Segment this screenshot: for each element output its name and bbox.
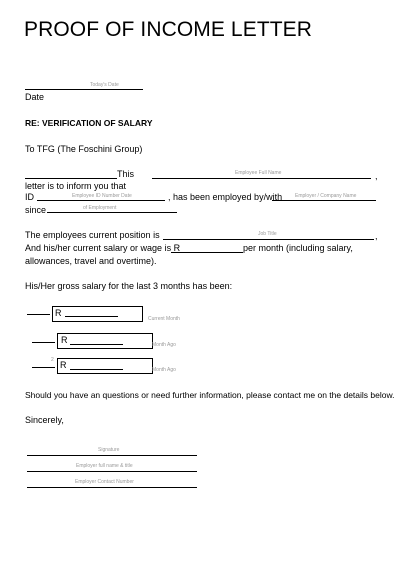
date-label: Date <box>25 92 45 102</box>
month-3-inner-line <box>70 369 123 370</box>
id-label: ID <box>25 192 34 202</box>
signature-hint: Signature <box>98 447 120 453</box>
blank-line-1[interactable] <box>25 178 117 179</box>
month-3-hint: Month Ago <box>152 367 176 373</box>
month-1-lead-line <box>27 314 50 315</box>
position-text: The employees current position is <box>25 230 160 240</box>
since-hint: of Employment <box>83 205 117 211</box>
contact-line[interactable] <box>27 487 197 488</box>
date-hint: Today's Date <box>90 82 119 88</box>
name-title-hint: Employer full name & title <box>76 463 133 469</box>
id-hint: Employee ID Number Date <box>72 193 132 199</box>
month-2-inner-line <box>70 344 123 345</box>
month-3-amount-box[interactable] <box>57 358 153 374</box>
gross-heading: His/Her gross salary for the last 3 months has been: <box>25 281 233 291</box>
contact-hint: Employer Contact Number <box>75 479 134 485</box>
salary-text: And his/her current salary or wage is R <box>25 243 181 253</box>
month-1-currency: R <box>55 308 62 318</box>
month-3-currency: R <box>60 360 67 370</box>
per-month-text: per month (including salary, <box>243 243 353 253</box>
month-1-amount-box[interactable] <box>52 306 143 322</box>
since-label: since <box>25 205 47 215</box>
this-text: This <box>117 169 135 179</box>
date-line[interactable] <box>25 89 143 90</box>
employed-by-text: , has been employed by/with <box>168 192 283 202</box>
allowances-text: allowances, travel and overtime). <box>25 256 157 266</box>
comma-1: , <box>375 171 378 181</box>
inform-text: letter is to inform you that <box>25 181 127 191</box>
sincerely-text: Sincerely, <box>25 415 64 425</box>
month-2-hint: Month Ago <box>152 342 176 348</box>
job-title-line[interactable] <box>163 239 374 240</box>
subject-line: RE: VERIFICATION OF SALARY <box>25 118 153 128</box>
month-3-lead-line <box>32 367 55 368</box>
name-title-line[interactable] <box>27 471 197 472</box>
employee-name-line[interactable] <box>152 178 371 179</box>
id-line[interactable] <box>37 200 165 201</box>
month-1-hint: Current Month <box>148 316 180 322</box>
page-title: PROOF OF INCOME LETTER <box>24 18 313 41</box>
comma-2: , <box>375 231 378 241</box>
closing-text: Should you have an questions or need further information, please contact me on the details below. <box>25 390 395 400</box>
job-title-hint: Job Title <box>258 231 277 237</box>
month-3-prefix: 2 <box>51 357 54 363</box>
signature-line[interactable] <box>27 455 197 456</box>
salary-line[interactable] <box>171 252 243 253</box>
month-2-currency: R <box>61 335 68 345</box>
company-hint: Employer / Company Name <box>295 193 357 199</box>
month-1-inner-line <box>65 316 118 317</box>
month-2-lead-line <box>32 342 55 343</box>
recipient: To TFG (The Foschini Group) <box>25 144 143 154</box>
since-line[interactable] <box>47 212 177 213</box>
employee-name-hint: Employee Full Name <box>235 170 282 176</box>
month-2-amount-box[interactable] <box>57 333 153 349</box>
company-line[interactable] <box>272 200 376 201</box>
